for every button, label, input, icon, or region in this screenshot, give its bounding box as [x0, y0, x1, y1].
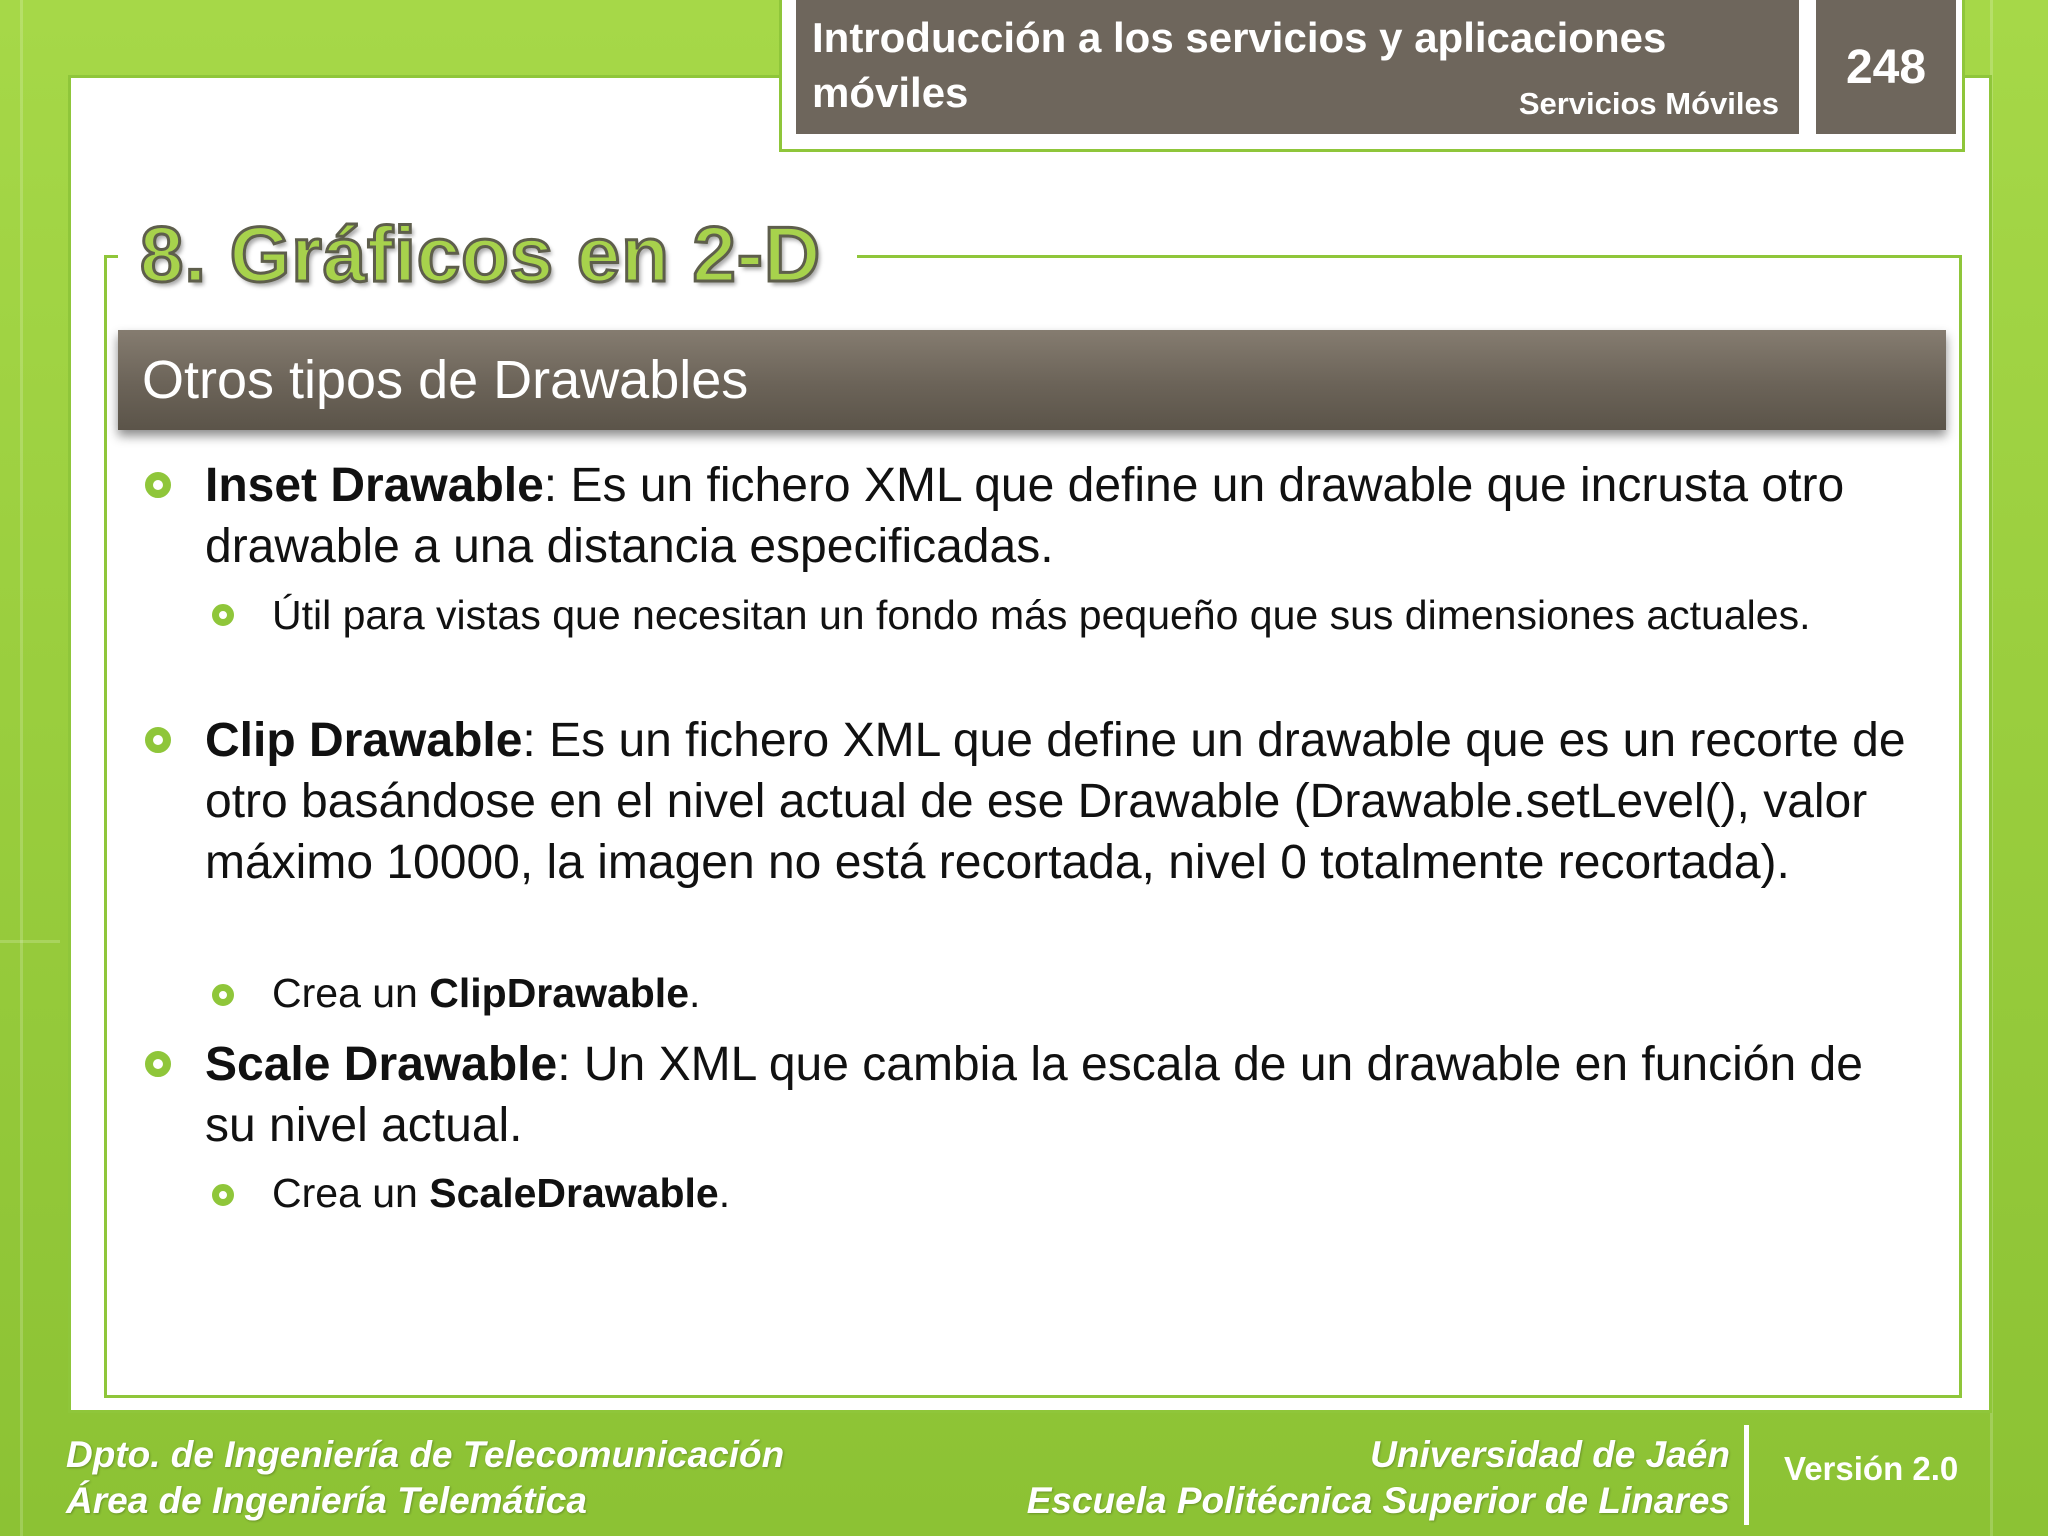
background-decoration	[0, 940, 60, 943]
bullet-term: Scale Drawable	[205, 1038, 558, 1091]
footer-university-line: Universidad de Jaén	[1370, 1434, 1730, 1475]
section-title: Otros tipos de Drawables	[142, 350, 749, 410]
bullet-inset-drawable	[205, 455, 1925, 577]
sub-bullet-suffix: .	[718, 1170, 731, 1216]
bullet-marker	[145, 1051, 171, 1077]
header-box	[779, 0, 1965, 152]
background-decoration	[20, 0, 23, 1536]
sub-bullet-marker	[212, 604, 234, 626]
bullet-scale-drawable	[205, 1034, 1925, 1156]
footer-department	[66, 1432, 784, 1524]
sub-bullet-prefix: Crea un	[272, 970, 430, 1016]
bullet-text: : Un XML que cambia la escala de un drawable en función de su nivel actual.	[205, 1038, 1863, 1152]
sub-bullet-term: ScaleDrawable	[429, 1170, 719, 1216]
footer-university	[1027, 1432, 1730, 1524]
footer-area-line: Área de Ingeniería Telemática	[66, 1480, 587, 1521]
sub-bullet-text: Útil para vistas que necesitan un fondo más pequeño que sus dimensiones actuales.	[272, 592, 1811, 638]
slide-title: 8. Gráficos en 2-D	[118, 204, 857, 304]
sub-bullet-term: ClipDrawable	[429, 970, 689, 1016]
footer-divider	[1744, 1425, 1749, 1525]
bullet-clip-drawable	[205, 710, 1925, 893]
footer-dept-line: Dpto. de Ingeniería de Telecomunicación	[66, 1434, 785, 1475]
sub-bullet	[272, 966, 1852, 1020]
bullet-term: Inset Drawable	[205, 459, 544, 512]
sub-bullet-suffix: .	[689, 970, 701, 1016]
footer-school-line: Escuela Politécnica Superior de Linares	[1026, 1480, 1730, 1521]
sub-bullet-marker	[212, 1184, 234, 1206]
slide-number: 248	[1816, 0, 1956, 134]
bullet-text: : Es un fichero XML que define un drawable que es un recorte de otro basándose en el nivel actual de ese Drawable (Drawable.setLevel(), valor máximo 10000, la imagen no está recortada, nivel 0 totalmente recortada).	[205, 714, 1906, 889]
course-title: Introducción a los servicios y aplicaciones móviles	[812, 14, 1667, 116]
sub-bullet-prefix: Crea un	[272, 1170, 430, 1216]
sub-bullet	[272, 1166, 1852, 1220]
sub-bullet-marker	[212, 984, 234, 1006]
bullet-marker	[145, 727, 171, 753]
course-subtitle: Servicios Móviles	[1518, 86, 1779, 121]
bullet-text: : Es un fichero XML que define un drawable que incrusta otro drawable a una distancia especificadas.	[205, 459, 1845, 573]
bullet-term: Clip Drawable	[205, 714, 523, 767]
sub-bullet	[272, 588, 1852, 642]
section-bar	[118, 330, 1946, 430]
header-title-panel	[796, 0, 1799, 134]
footer-version: Versión 2.0	[1784, 1450, 1959, 1487]
bullet-marker	[145, 472, 171, 498]
